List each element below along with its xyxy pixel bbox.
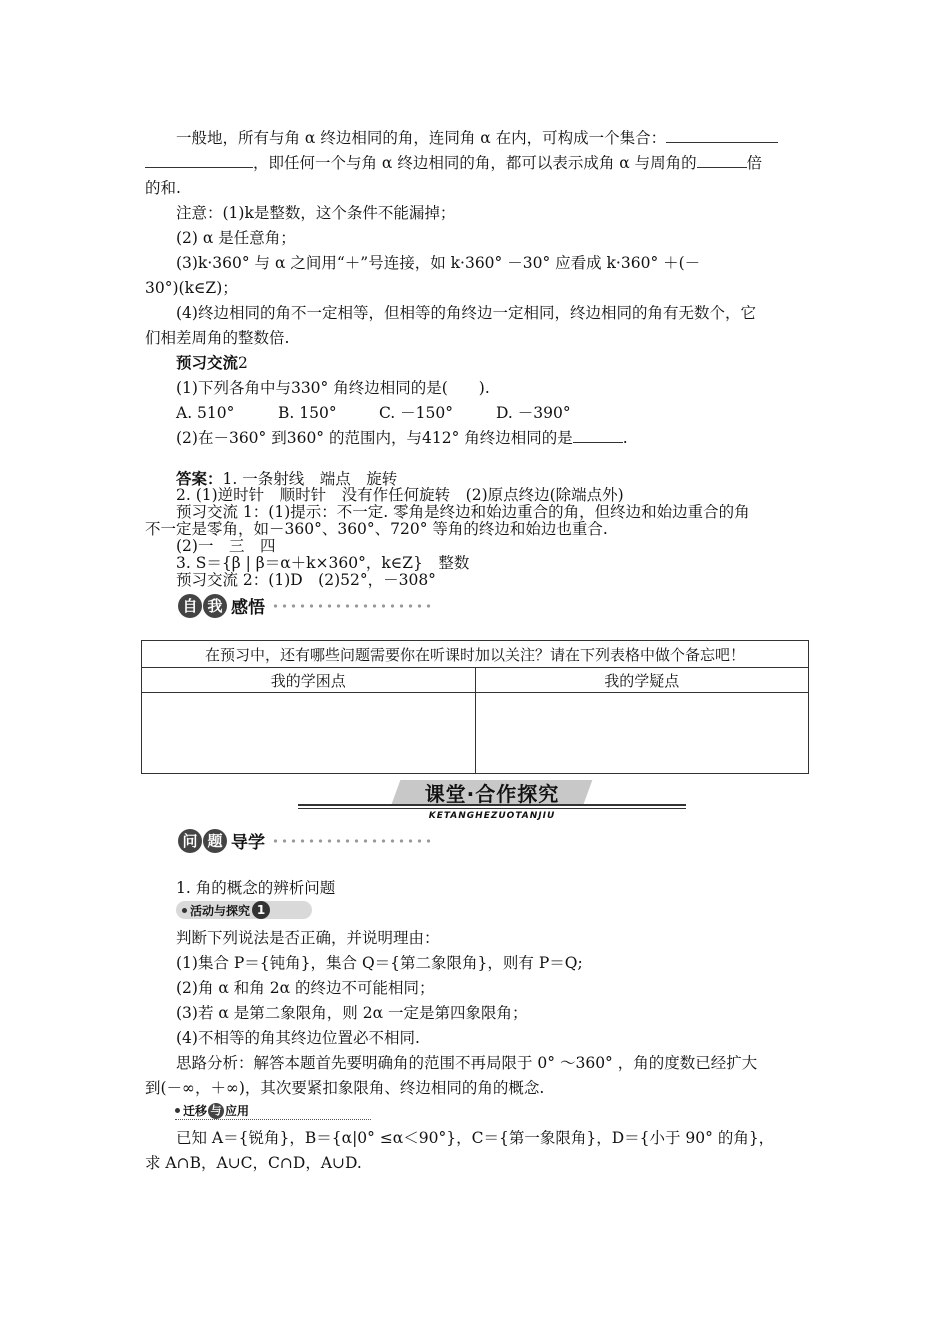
note-2: (2) α 是任意角； [176,229,296,247]
exercise-line-1: 已知 A＝{锐角}，B＝{α|0° ≤α＜90°}，C＝{第一象限角}，D＝{小于 90° 的角}， [176,1129,775,1147]
memo-table [141,640,809,774]
note-1: 注意：(1)k是整数，这个条件不能漏掉； [176,204,456,222]
option-a: A. 510° [176,404,235,422]
statement-2: (2)角 α 和角 2α 的终边不可能相同； [176,979,435,997]
note-3b: 30°)(k∈Z)； [145,279,238,297]
dotted-divider [271,603,431,609]
banner-title: 课堂·合作探究 [424,782,560,806]
option-b: B. 150° [278,404,337,422]
statement-3: (3)若 α 是第二象限角，则 2α 一定是第四象限角； [176,1004,528,1022]
exercise-line-2: 求 A∩B，A∪C，C∩D，A∪D. [145,1154,362,1172]
note-4b: 们相差周角的整数倍. [145,329,290,347]
option-d: D. －390° [496,404,571,422]
statement-1: (1)集合 P＝{钝角}，集合 Q＝{第二象限角}，则有 P＝Q; [176,954,583,972]
answer-blank [573,428,623,443]
section-1-title: 1. 角的概念的辨析问题 [176,879,336,897]
intro-line-2: ，即任何一个与角 α 终边相同的角，都可以表示成角 α 与周角的 倍 [145,153,762,173]
bullet-icon [182,908,187,913]
statement-4: (4)不相等的角其终边位置必不相同. [176,1029,420,1047]
memo-header: 在预习中，还有哪些问题需要你在听课时加以关注？请在下列表格中做个备忘吧！ [142,641,809,668]
bullet-icon [175,1108,180,1113]
answer-line-5: (2)一 三 四 [176,537,276,555]
banner-subtitle: KETANGHEZUOTANJIU [428,811,556,821]
dotted-divider [271,838,431,844]
exchange-2-question-2: (2)在－360° 到360° 的范围内，与412° 角终边相同的是 . [176,429,628,447]
answer-line-2: 2. (1)逆时针 顺时针 没有作任何旋转 (2)原点终边(除端点外) [176,486,624,504]
note-3a: (3)k·360° 与 α 之间用“＋”号连接，如 k·360° －30° 应看成 k·360° ＋(－ [176,254,701,272]
memo-input-difficulties[interactable] [142,693,476,774]
memo-input-doubts[interactable] [475,693,809,774]
answer-line-7: 预习交流 2：(1)D (2)52°，－308° [176,571,436,589]
dotted-divider [175,1119,371,1120]
question-guide-badge: 问 题 导学 [178,828,431,853]
answer-blank [145,153,253,168]
thinking-line-2: 到(－∞，＋∞)，其次要紧扣象限角、终边相同的角的概念. [145,1079,545,1097]
section-banner [298,776,686,821]
answer-line-4: 不一定是零角，如－360°、360°、720° 等角的终边和始边也重合. [145,520,608,538]
exchange-2-title: 预习交流2 [176,353,248,372]
transfer-apply-label: 迁移 与 应用 [175,1102,249,1119]
answer-line-1: 答案：1. 一条射线 端点 旋转 [176,469,398,488]
memo-col-doubts: 我的学疑点 [475,668,809,693]
answer-blank [666,128,778,143]
answer-blank [697,153,747,168]
answer-line-3: 预习交流 1：(1)提示：不一定. 零角是终边和始边重合的角，但终边和始边重合的角 [176,503,750,521]
intro-line-3: 的和. [145,179,181,197]
exchange-2-question-1: (1)下列各角中与330° 角终边相同的是( ). [176,379,490,397]
activity-pill: 活动与探究 1 [176,901,312,919]
intro-line-1: 一般地，所有与角 α 终边相同的角，连同角 α 在内，可构成一个集合： [176,128,778,148]
note-4a: (4)终边相同的角不一定相等，但相等的角终边一定相同，终边相同的角有无数个，它 [176,304,756,322]
self-reflection-badge: 自 我 感悟 [178,593,431,618]
section-1-question: 判断下列说法是否正确，并说明理由： [176,929,440,947]
memo-col-difficulties: 我的学困点 [142,668,476,693]
answer-line-6: 3. S＝{β | β＝α＋k×360°，k∈Z} 整数 [176,554,470,572]
thinking-line-1: 思路分析：解答本题首先要明确角的范围不再局限于 0° ～360° ，角的度数已经扩大 [176,1054,758,1072]
option-c: C. －150° [379,404,453,422]
